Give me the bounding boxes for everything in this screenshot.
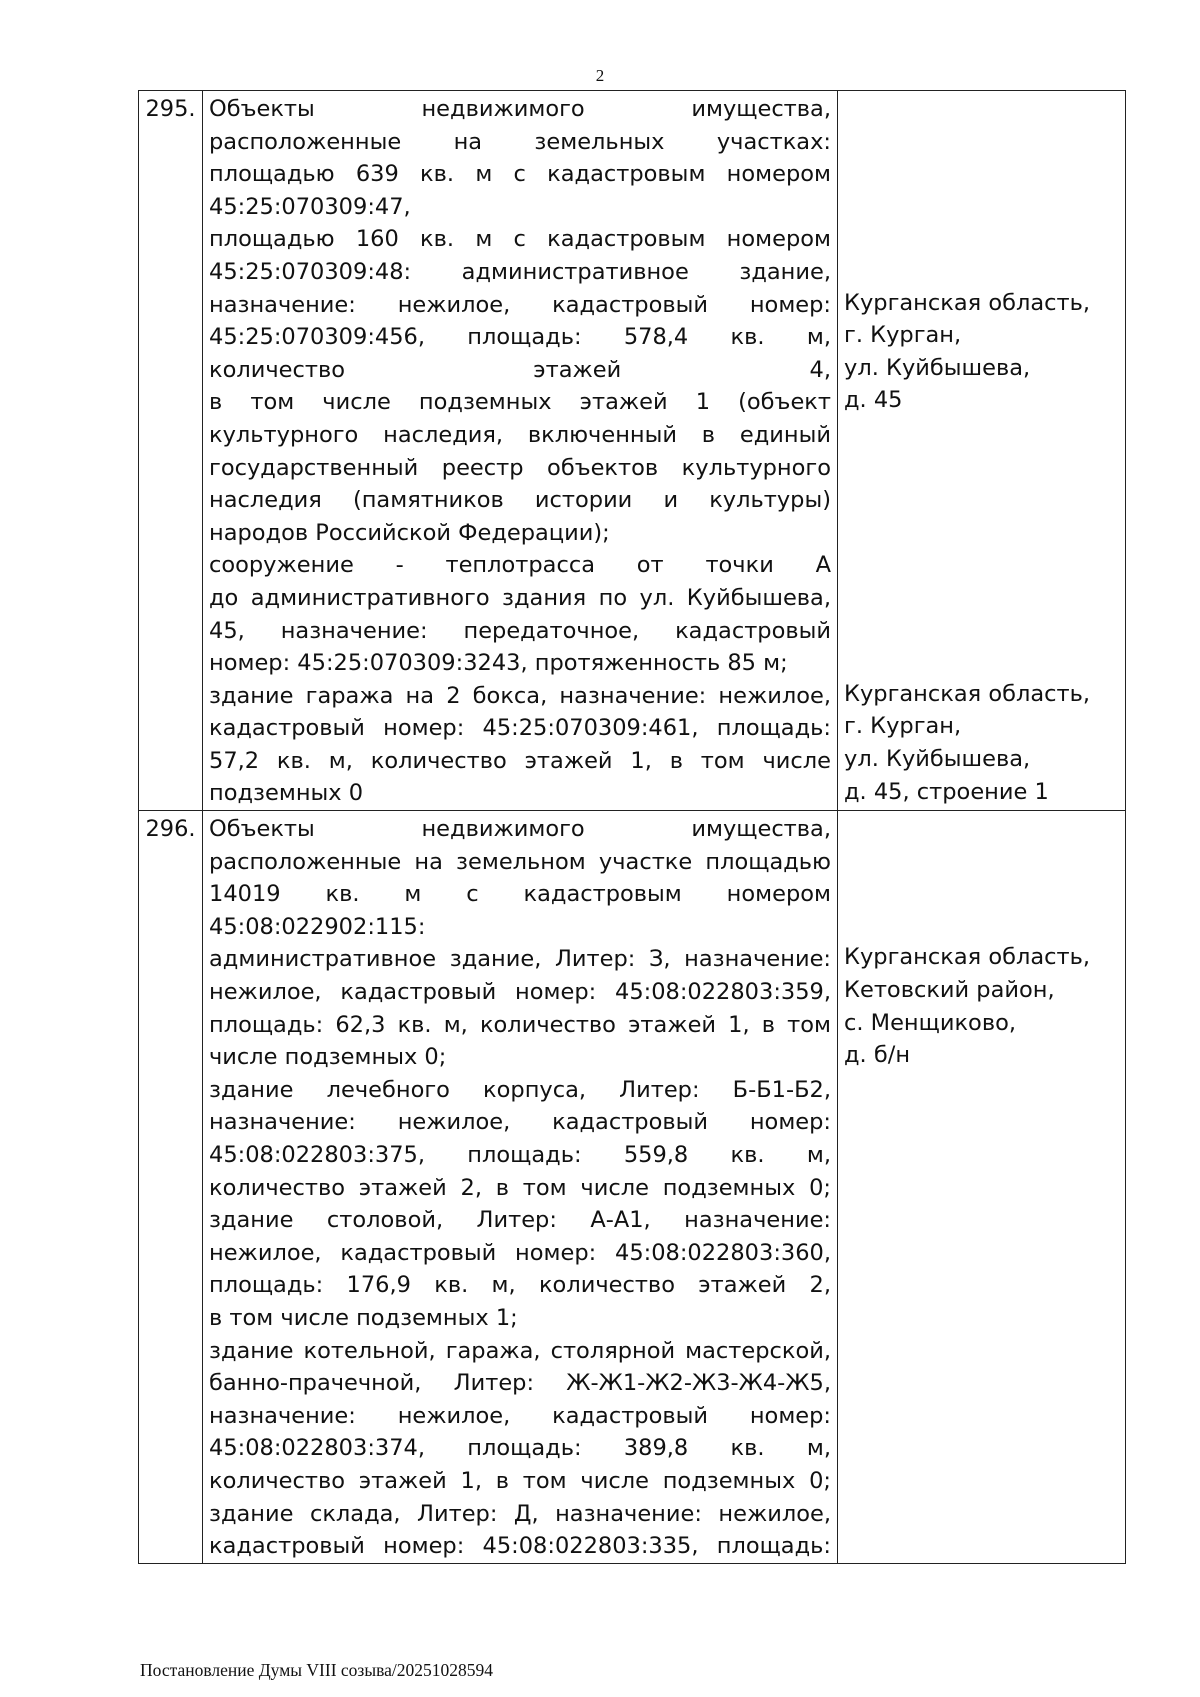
address-line: д. 45 — [844, 387, 903, 414]
description-line: 45:08:022803:374, площадь: 389,8 кв. м, — [209, 1435, 831, 1462]
description-line: площадью 639 кв. м с кадастровым номером — [209, 161, 831, 188]
description-line: 57,2 кв. м, количество этажей 1, в том числе — [209, 747, 831, 774]
description-line: нежилое, кадастровый номер: 45:08:022803:359, — [209, 979, 831, 1006]
description-line: 45:25:070309:456, площадь: 578,4 кв. м, — [209, 324, 831, 351]
address-line: ул. Куйбышева, — [844, 354, 1031, 381]
description-line: количество этажей 1, в том числе подземных 0; — [209, 1467, 831, 1494]
description-line: 45:08:022803:375, площадь: 559,8 кв. м, — [209, 1142, 831, 1168]
description-line: площадью 160 кв. м с кадастровым номером — [209, 226, 831, 253]
description-line: в том числе подземных этажей 1 (объект — [209, 389, 831, 416]
document-footer: Постановление Думы VIII созыва/20251028594 — [140, 1660, 493, 1680]
property-description — [203, 91, 838, 811]
description-line: государственный реестр объектов культурного — [209, 454, 831, 481]
address-line: г. Курган, — [844, 322, 962, 349]
address-line: ул. Куйбышева, — [844, 745, 1031, 772]
description-line: 45:25:070309:47, — [209, 193, 411, 220]
address-line: г. Курган, — [844, 713, 962, 740]
description-line: количество этажей 2, в том числе подземных 0; — [209, 1174, 831, 1201]
description-line: народов Российской Федерации); — [209, 519, 610, 546]
description-line: здание лечебного корпуса, Литер: Б-Б1-Б2, — [209, 1076, 831, 1103]
description-line: 45:08:022902:115: — [209, 913, 426, 940]
description-line: назначение: нежилое, кадастровый номер: — [209, 1402, 831, 1429]
description-line: кадастровый номер: 45:25:070309:461, площадь: — [209, 715, 831, 742]
description-line: числе подземных 0; — [209, 1044, 447, 1071]
description-line: расположенные на земельном участке площадью — [209, 848, 831, 875]
description-line: 45, назначение: передаточное, кадастровый — [209, 617, 831, 644]
description-line: здание котельной, гаража, столярной мастерской, — [209, 1337, 831, 1364]
description-line: административное здание, Литер: З, назначение: — [209, 946, 831, 973]
address-line: д. б/н — [844, 1042, 911, 1069]
description-line: банно-прачечной, Литер: Ж-Ж1-Ж2-Ж3-Ж4-Ж5, — [209, 1370, 831, 1397]
address-line: Курганская область, — [844, 289, 1091, 316]
description-line: здание гаража на 2 бокса, назначение: нежилое, — [209, 682, 831, 709]
description-line: нежилое, кадастровый номер: 45:08:022803:360, — [209, 1239, 831, 1266]
table-row — [139, 811, 1126, 1564]
description-line: назначение: нежилое, кадастровый номер: — [209, 291, 831, 318]
description-line: Объекты недвижимого имущества, — [209, 816, 831, 843]
address-line: д. 45, строение 1 — [844, 778, 1049, 805]
description-line: культурного наследия, включенный в единый — [209, 421, 831, 448]
address-line: Курганская область, — [844, 944, 1091, 971]
address-line: Курганская область, — [844, 680, 1091, 707]
description-line: подземных 0 — [209, 780, 364, 807]
description-line: 14019 кв. м с кадастровым номером — [209, 881, 831, 908]
row-number: 295. — [139, 91, 203, 811]
description-line: площадь: 176,9 кв. м, количество этажей 2, — [209, 1272, 831, 1299]
property-address — [838, 811, 1126, 1564]
description-line: номер: 45:25:070309:3243, протяженность 85 м; — [209, 650, 788, 677]
description-line: здание склада, Литер: Д, назначение: нежилое, — [209, 1500, 831, 1527]
property-description — [203, 811, 838, 1564]
description-line: расположенные на земельных участках: — [209, 128, 831, 155]
description-line: Объекты недвижимого имущества, — [209, 96, 831, 122]
description-line: до административного здания по ул. Куйбышева, — [209, 584, 831, 611]
property-registry-table — [138, 90, 1126, 1564]
description-line: назначение: нежилое, кадастровый номер: — [209, 1109, 831, 1136]
row-number: 296. — [139, 811, 203, 1564]
page-number: 2 — [595, 66, 605, 85]
description-line: 45:25:070309:48: административное здание, — [209, 258, 831, 285]
description-line: количество этажей 4, — [209, 356, 831, 383]
description-line: кадастровый номер: 45:08:022803:335, площадь: — [209, 1533, 831, 1560]
property-address — [838, 91, 1126, 811]
description-line: в том числе подземных 1; — [209, 1304, 518, 1331]
table-row — [139, 91, 1126, 811]
description-line: сооружение - теплотрасса от точки А — [209, 552, 831, 579]
address-line: с. Менщиково, — [844, 1009, 1016, 1036]
description-line: наследия (памятников истории и культуры) — [209, 487, 831, 514]
description-line: здание столовой, Литер: А-А1, назначение: — [209, 1207, 831, 1234]
address-line: Кетовский район, — [844, 977, 1055, 1004]
description-line: площадь: 62,3 кв. м, количество этажей 1, в том — [209, 1011, 831, 1038]
